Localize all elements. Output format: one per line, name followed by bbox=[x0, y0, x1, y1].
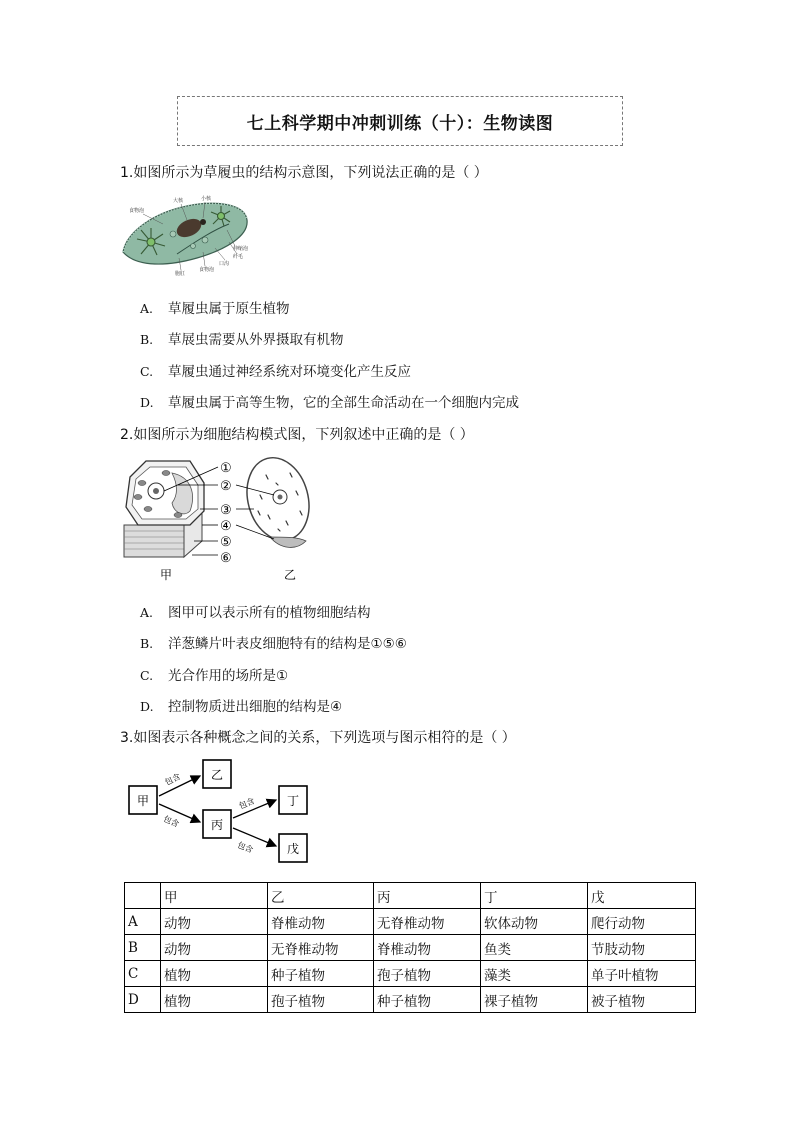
option-text: 草履虫通过神经系统对环境变化产生反应 bbox=[168, 364, 411, 380]
table-row[interactable] bbox=[125, 987, 696, 1013]
chloroplast bbox=[174, 513, 182, 518]
row-letter: D bbox=[125, 987, 161, 1013]
box-jia-text: 甲 bbox=[136, 794, 150, 808]
option-text: 图甲可以表示所有的植物细胞结构 bbox=[168, 605, 371, 621]
table-cell: 脊椎动物 bbox=[374, 935, 481, 961]
table-header-cell: 戊 bbox=[588, 883, 696, 909]
table-cell: 软体动物 bbox=[481, 909, 588, 935]
cell-structure-figure bbox=[120, 455, 330, 585]
option-text: 洋葱鳞片叶表皮细胞特有的结构是①⑤⑥ bbox=[168, 636, 407, 652]
food-vacuole bbox=[191, 244, 196, 249]
option-text: 控制物质进出细胞的结构是④ bbox=[168, 699, 343, 715]
micronucleus bbox=[200, 219, 206, 225]
label-yi: 乙 bbox=[284, 568, 297, 582]
paramecium-figure bbox=[117, 194, 260, 276]
chloroplast bbox=[144, 507, 152, 512]
label-food-vacuole-1: 食物泡 bbox=[129, 208, 145, 214]
chloroplast bbox=[138, 481, 146, 486]
table-cell: 无脊椎动物 bbox=[268, 935, 374, 961]
table-cell: 种子植物 bbox=[268, 961, 374, 987]
box-yi-text: 乙 bbox=[210, 768, 224, 782]
edge-label-jia-bing: 包含 bbox=[162, 814, 181, 829]
label-contractile-vacuole: 伸缩泡 bbox=[233, 246, 249, 252]
label-circle-5: ⑤ bbox=[220, 535, 232, 550]
label-jia: 甲 bbox=[160, 568, 173, 582]
option-letter: D. bbox=[140, 395, 154, 410]
label-cilia: 纤毛 bbox=[233, 254, 244, 260]
option-text: 草履虫属于原生植物 bbox=[168, 301, 290, 317]
label-circle-4: ④ bbox=[220, 519, 232, 534]
option-letter: C. bbox=[140, 364, 154, 379]
page-title: 七上科学期中冲刺训练（十）：生物读图 bbox=[177, 96, 623, 146]
q1-option-b[interactable] bbox=[140, 328, 344, 348]
question-2-stem: 2.如图所示为细胞结构模式图，下列叙述中正确的是（ ） bbox=[120, 427, 474, 443]
label-food-vacuole-2: 食物泡 bbox=[199, 267, 215, 273]
label-circle-1: ① bbox=[220, 461, 232, 476]
table-cell: 植物 bbox=[161, 961, 268, 987]
box-wu-text: 戊 bbox=[286, 842, 300, 856]
table-cell: 裸子植物 bbox=[481, 987, 588, 1013]
concept-relation-diagram bbox=[125, 758, 315, 868]
q1-option-c[interactable] bbox=[140, 360, 411, 380]
label-anal-pore: 胞肛 bbox=[175, 271, 186, 276]
food-vacuole bbox=[202, 237, 208, 243]
edge-label-bing-wu: 包含 bbox=[236, 840, 255, 855]
row-letter: B bbox=[125, 935, 161, 961]
plant-cell-front-face bbox=[124, 525, 184, 557]
option-letter: B. bbox=[140, 332, 154, 347]
table-cell: 孢子植物 bbox=[268, 987, 374, 1013]
q1-option-a[interactable] bbox=[140, 297, 290, 317]
table-cell: 孢子植物 bbox=[374, 961, 481, 987]
chloroplast bbox=[134, 495, 142, 500]
option-letter: D. bbox=[140, 699, 154, 714]
table-cell: 被子植物 bbox=[588, 987, 696, 1013]
animal-nucleolus bbox=[278, 495, 283, 500]
table-header-cell: 丙 bbox=[374, 883, 481, 909]
table-cell: 藻类 bbox=[481, 961, 588, 987]
label-circle-3: ③ bbox=[220, 503, 232, 518]
q2-option-c[interactable] bbox=[140, 664, 288, 684]
row-letter: C bbox=[125, 961, 161, 987]
chloroplast bbox=[162, 471, 170, 476]
row-letter: A bbox=[125, 909, 161, 935]
edge-label-bing-ding: 包含 bbox=[237, 796, 256, 811]
box-ding-text: 丁 bbox=[286, 794, 300, 808]
question-1-stem: 1.如图所示为草履虫的结构示意图，下列说法正确的是（ ） bbox=[120, 165, 488, 181]
table-cell: 爬行动物 bbox=[588, 909, 696, 935]
option-letter: A. bbox=[140, 301, 154, 316]
table-header-cell: 甲 bbox=[161, 883, 268, 909]
animal-cell-cutaway bbox=[270, 537, 306, 547]
table-row[interactable] bbox=[125, 909, 696, 935]
q2-option-d[interactable] bbox=[140, 695, 342, 715]
table-cell: 鱼类 bbox=[481, 935, 588, 961]
option-letter: C. bbox=[140, 668, 154, 683]
food-vacuole bbox=[170, 231, 176, 237]
table-cell: 脊椎动物 bbox=[268, 909, 374, 935]
label-macronucleus: 大核 bbox=[173, 198, 184, 204]
box-bing-text: 丙 bbox=[210, 818, 224, 832]
table-cell: 无脊椎动物 bbox=[374, 909, 481, 935]
edge-label-jia-yi: 包含 bbox=[163, 771, 182, 788]
answer-options-table bbox=[124, 882, 696, 1013]
q2-option-a[interactable] bbox=[140, 601, 371, 621]
table-header-cell: 乙 bbox=[268, 883, 374, 909]
option-letter: A. bbox=[140, 605, 154, 620]
label-circle-6: ⑥ bbox=[220, 551, 232, 566]
q1-option-d[interactable] bbox=[140, 391, 519, 411]
table-cell: 种子植物 bbox=[374, 987, 481, 1013]
table-header-row bbox=[125, 883, 696, 909]
question-3-stem: 3.如图表示各种概念之间的关系，下列选项与图示相符的是（ ） bbox=[120, 730, 516, 746]
table-cell: 植物 bbox=[161, 987, 268, 1013]
table-cell: 单子叶植物 bbox=[588, 961, 696, 987]
plant-nucleolus bbox=[153, 488, 159, 494]
table-cell: 动物 bbox=[161, 935, 268, 961]
table-row[interactable] bbox=[125, 961, 696, 987]
label-circle-2: ② bbox=[220, 479, 232, 494]
option-letter: B. bbox=[140, 636, 154, 651]
table-row[interactable] bbox=[125, 935, 696, 961]
option-text: 草履虫属于高等生物，它的全部生命活动在一个细胞内完成 bbox=[168, 395, 519, 411]
table-cell: 节肢动物 bbox=[588, 935, 696, 961]
option-text: 草展虫需要从外界摄取有机物 bbox=[168, 332, 344, 348]
q2-option-b[interactable] bbox=[140, 632, 407, 652]
table-header-cell: 丁 bbox=[481, 883, 588, 909]
table-cell: 动物 bbox=[161, 909, 268, 935]
table-cell bbox=[125, 883, 161, 909]
option-text: 光合作用的场所是① bbox=[168, 668, 289, 684]
label-micronucleus: 小核 bbox=[201, 196, 212, 202]
label-oral-groove: 口沟 bbox=[219, 261, 230, 267]
